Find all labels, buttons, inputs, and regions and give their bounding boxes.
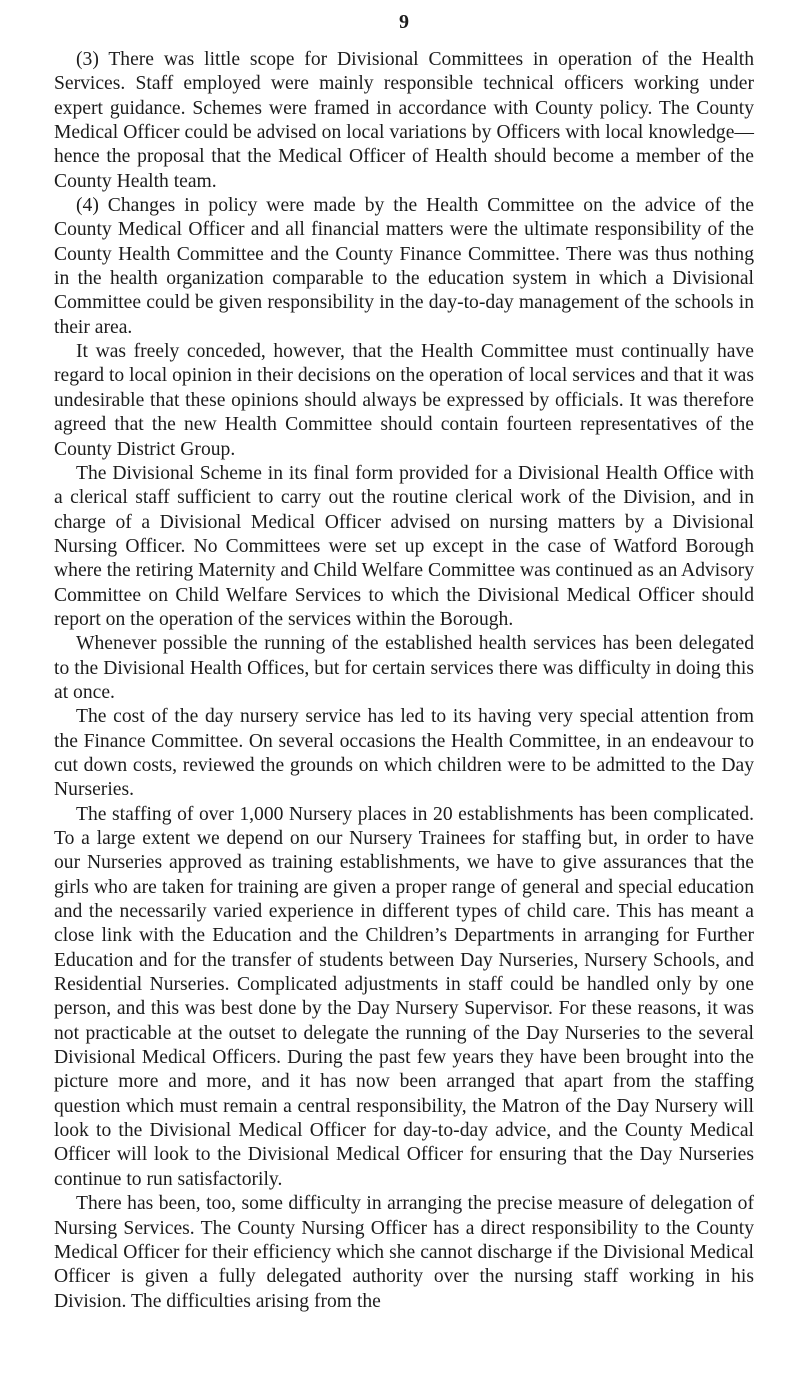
paragraph-delegation: Whenever possible the running of the established health services has been delegated to the Divisional Health Offices, but for certain services there was difficulty in doing this at once. xyxy=(54,633,754,703)
paragraph-nursery-staffing: The staffing of over 1,000 Nursery places in 20 establishments has been complicated. To a large extent we depend on our Nursery Trainees for staffing but, in order to have our Nurseries approved as training establishments, we have to give assurances that the girls who are taken for training are given a proper range of general and special education and the necessarily varied experience in different types of child care. This has meant a close link with the Education and the Children’s Departments in arranging for Further Education and for the transfer of students between Day Nurseries, Nursery Schools, and Residential Nurseries. Complicated adjustments in staff could be handled only by one person, and this was best done by the Day Nursery Supervisor. For these reasons, it was not practicable at the outset to delegate the running of the Day Nurseries to the several Divisional Medical Officers. During the past few years they have been brought into the picture more and more, and it has now been arranged that apart from the staffing question which must remain a central responsibility, the Matron of the Day Nursery will look to the Divisional Medical Officer for day-to-day advice, and the County Medical Officer will look to the Divisional Medical Officer for ensuring that the Day Nurseries continue to run satisfactorily. xyxy=(54,803,754,1190)
paragraph-day-nursery-cost: The cost of the day nursery service has led to its having very special attention from the Finance Committee. On several occasions the Health Committee, in an endeavour to cut down costs, reviewed the grounds on which children were to be admitted to the Day Nurseries. xyxy=(54,706,754,801)
paragraph-divisional-scheme: The Divisional Scheme in its final form provided for a Divisional Health Office with a clerical staff sufficient to carry out the routine clerical work of the Division, and in charge of a Divisional Medical Officer advised on nursing matters by a Divisional Nursing Officer. No Committees were set up except in the case of Watford Borough where the retiring Maternity and Child Welfare Committee was continued as an Advisory Committee on Child Welfare Services to which the Divisional Medical Officer should report on the operation of the services within the Borough. xyxy=(54,462,754,630)
paragraph-policy-4: (4) Changes in policy were made by the Health Committee on the advice of the County Medical Officer and all financial matters were the ultimate responsibility of the County Health Committee and the County Finance Committee. There was thus nothing in the health organization comparable to the education system in which a Divisional Committee could be given responsibility in the day-to-day management of the schools in their area. xyxy=(54,195,754,338)
paragraph-policy-3: (3) There was little scope for Divisional Committees in operation of the Health Services. Staff employed were mainly responsible technical officers working under expert guidance. Schemes were framed in accordance with County policy. The County Medical Officer could be advised on local variations by Officers with local knowledge—hence the proposal that the Medical Officer of Health should become a member of the County Health team. xyxy=(54,49,754,192)
paragraph-nursing-services: There has been, too, some difficulty in arranging the precise measure of delegation of Nursing Services. The County Nursing Officer has a direct responsibility to the County Medical Officer for their efficiency which she cannot discharge if the Divisional Medical Officer is given a fully delegated authority over the nursing staff working in his Division. The difficulties arising from the xyxy=(54,1193,754,1312)
paragraph-local-opinion: It was freely conceded, however, that the Health Committee must continually have regard to local opinion in their decisions on the operation of local services and that it was undesirable that these opinions should always be expressed by officials. It was therefore agreed that the new Health Committee should contain fourteen representatives of the County District Group. xyxy=(54,341,754,460)
page-number: 9 xyxy=(399,11,409,33)
document-page xyxy=(54,10,754,1314)
